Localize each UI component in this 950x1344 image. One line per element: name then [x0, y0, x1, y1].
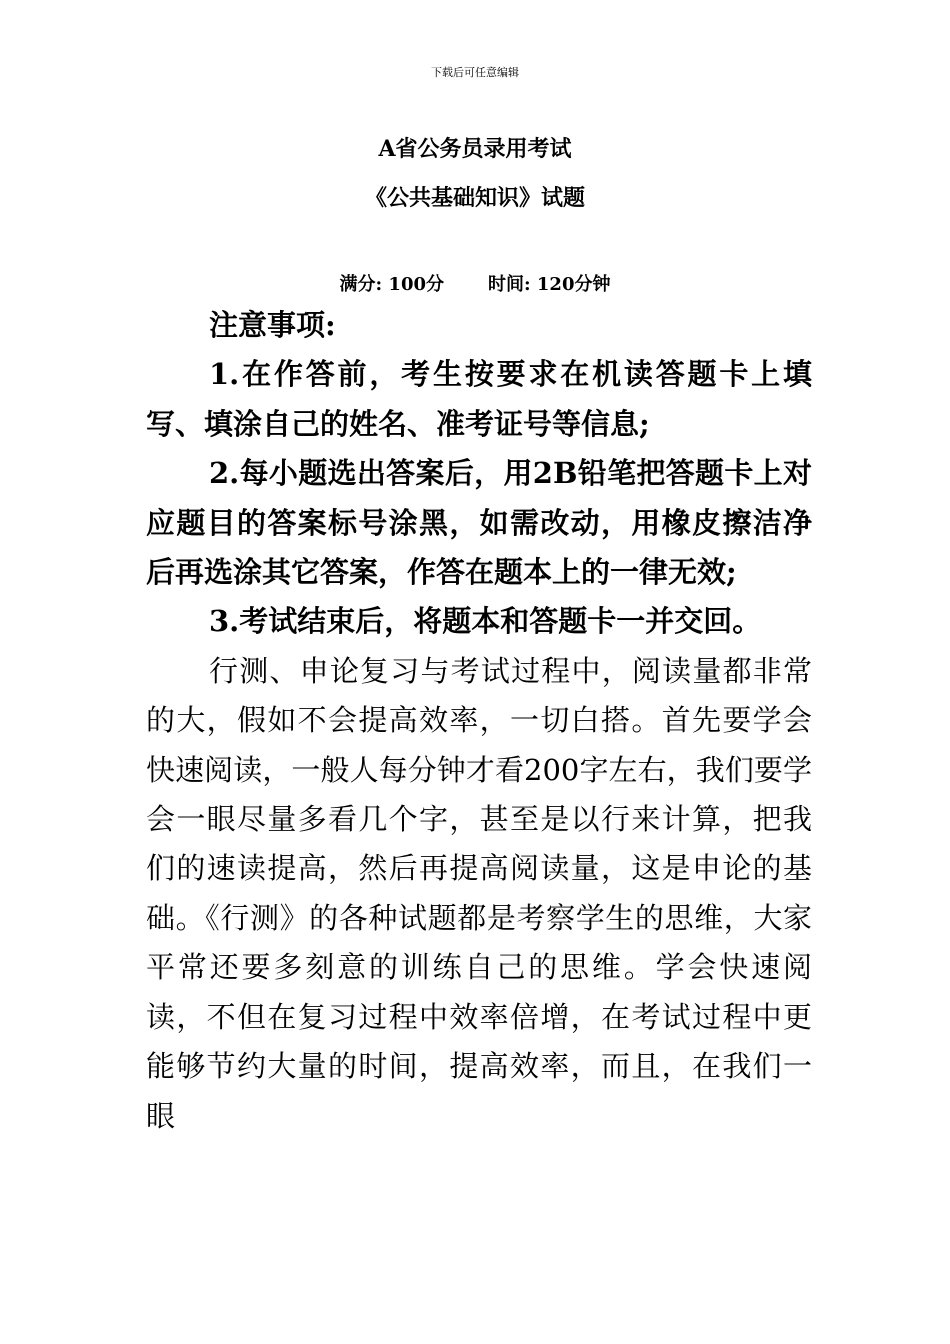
notice-item-3: 3.考试结束后，将题本和答题卡一并交回。	[209, 604, 762, 639]
notice-item-1: 1.在作答前，考生按要求在机读答题卡上填写、填涂自己的姓名、准考证号等信息;	[146, 357, 812, 441]
document-body	[146, 301, 812, 1141]
full-score: 满分: 100分	[339, 274, 444, 295]
body-paragraph: 行测、申论复习与考试过程中，阅读量都非常的大，假如不会提高效率，一切白搭。首先要学会快速阅读，一般人每分钟才看200字左右，我们要学会一眼尽量多看几个字，甚至是以行来计算，把我们的速读提高，然后再提高阅读量，这是申论的基础。《行测》的各种试题都是考察学生的思维，大家平常还要多刻意的训练自己的思维。学会快速阅读，不但在复习过程中效率倍增，在考试过程中更能够节约大量的时间，提高效率，而且，在我们一眼	[146, 653, 812, 1133]
header-note: 下载后可任意编辑	[431, 66, 519, 79]
exam-title: A省公务员录用考试	[378, 136, 572, 162]
exam-subject-title: 《公共基础知识》试题	[364, 185, 585, 211]
notice-item-2: 2.每小题选出答案后，用2B铅笔把答题卡上对应题目的答案标号涂黑，如需改动，用橡皮擦洁净后再选涂其它答案，作答在题本上的一律无效;	[146, 456, 812, 590]
exam-info	[0, 272, 950, 298]
exam-time: 时间: 120分钟	[488, 274, 611, 295]
notice-heading: 注意事项:	[209, 308, 336, 342]
